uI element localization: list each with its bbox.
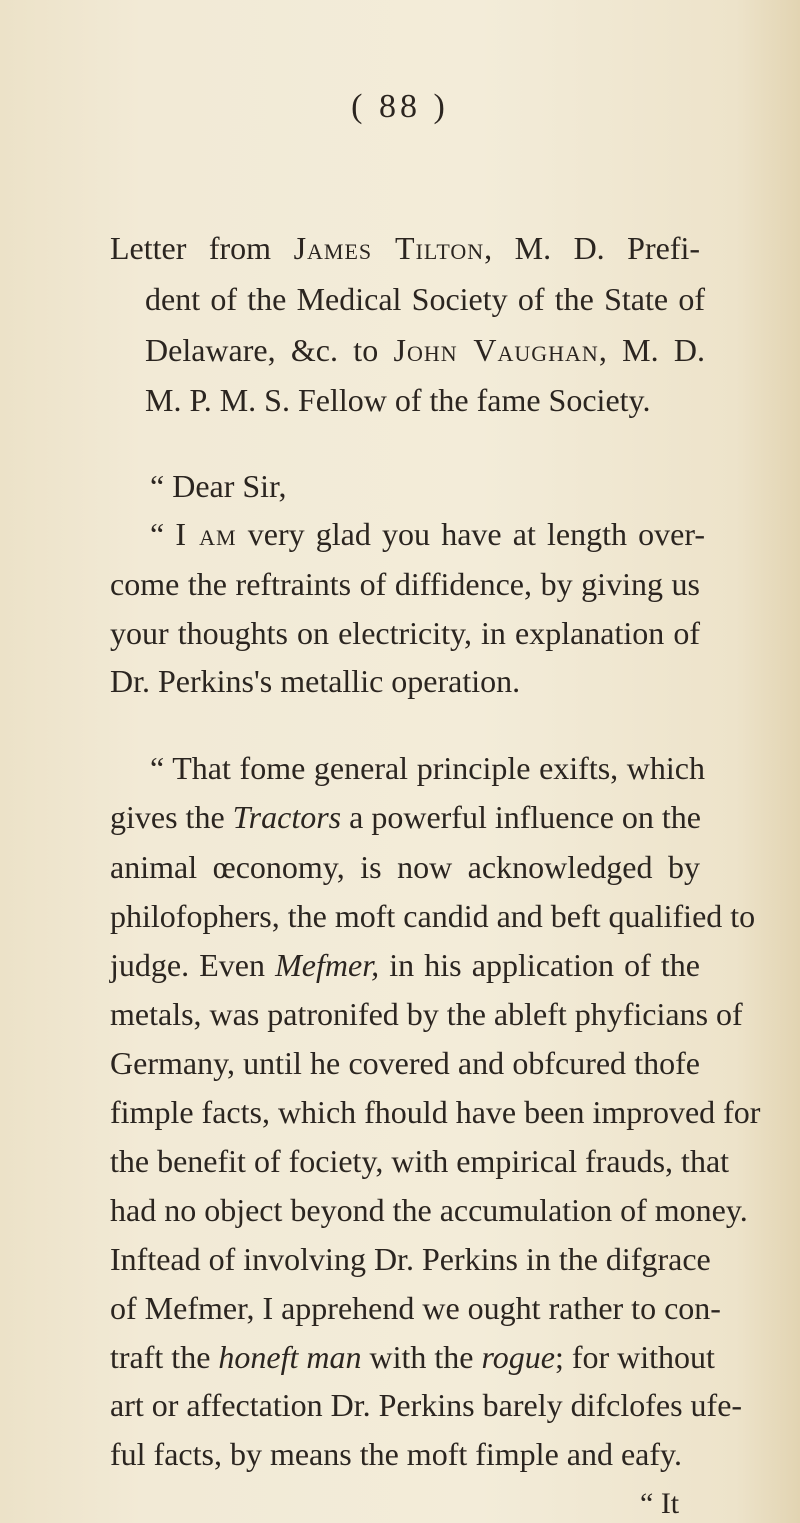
salutation: “ Dear Sir,	[150, 468, 287, 504]
page-number: ( 88 )	[351, 88, 449, 125]
text-span: , M. D. Prefi-	[484, 230, 701, 266]
text-line	[110, 949, 700, 981]
text-line	[110, 1339, 715, 1375]
text-line: of Mefmer, I apprehend we ought rather to con-	[110, 1290, 721, 1326]
text-span: in his application of the	[379, 947, 701, 983]
text-line: the benefit of fociety, with empirical frauds, that	[110, 1143, 730, 1179]
italic-text: Tractors	[232, 799, 342, 835]
text-line: Inftead of involving Dr. Perkins in the difgrace	[110, 1241, 711, 1277]
heading-line: dent of the Medical Society of the State of	[145, 281, 705, 317]
text-line: had no object beyond the accumulation of money.	[110, 1192, 748, 1228]
text-span: a powerful influence on the	[341, 799, 701, 835]
text-line	[150, 518, 705, 550]
text-span: traft the	[110, 1339, 219, 1375]
text-line: ful facts, by means the moft fimple and eafy.	[110, 1436, 682, 1472]
text-line: philofophers, the moft candid and beft qualified to	[110, 898, 756, 934]
catchword: “ It	[640, 1487, 680, 1520]
italic-text: honeft man	[218, 1339, 362, 1375]
text-span: ; for without	[554, 1339, 715, 1375]
text-span: , M. D.	[598, 332, 706, 368]
text-line: Dr. Perkins's metallic operation.	[110, 663, 521, 699]
text-line: your thoughts on electricity, in explanation of	[110, 615, 700, 651]
italic-text: rogue	[481, 1339, 555, 1375]
text-line	[110, 801, 700, 833]
text-line: art or affectation Dr. Perkins barely difclofes ufe-	[110, 1387, 743, 1423]
heading-line	[145, 334, 705, 366]
text-line: metals, was patronifed by the ableft phyficians of	[110, 996, 743, 1032]
heading-line: M. P. M. S. Fellow of the fame Society.	[145, 382, 651, 418]
text-span: with the	[361, 1339, 482, 1375]
recipient-name: John Vaughan	[393, 332, 599, 368]
text-span: Letter from	[110, 230, 294, 266]
text-span: very glad you have at length over-	[236, 516, 706, 552]
text-line: come the reftraints of diffidence, by giving us	[110, 566, 700, 602]
text-line: animal œconomy, is now acknowledged by	[110, 849, 700, 885]
text-span: I am	[175, 516, 237, 552]
text-span: judge. Even	[110, 947, 276, 983]
heading-line	[110, 232, 700, 264]
italic-text: Mefmer,	[275, 947, 380, 983]
text-span: “	[150, 516, 176, 552]
text-line: Germany, until he covered and obfcured thofe	[110, 1045, 700, 1081]
text-span: gives the	[110, 799, 233, 835]
text-line: “ That fome general principle exifts, which	[150, 750, 705, 786]
text-line: fimple facts, which fhould have been improved for	[110, 1094, 761, 1130]
author-name: James Tilton	[293, 230, 485, 266]
text-span: Delaware, &c. to	[145, 332, 394, 368]
